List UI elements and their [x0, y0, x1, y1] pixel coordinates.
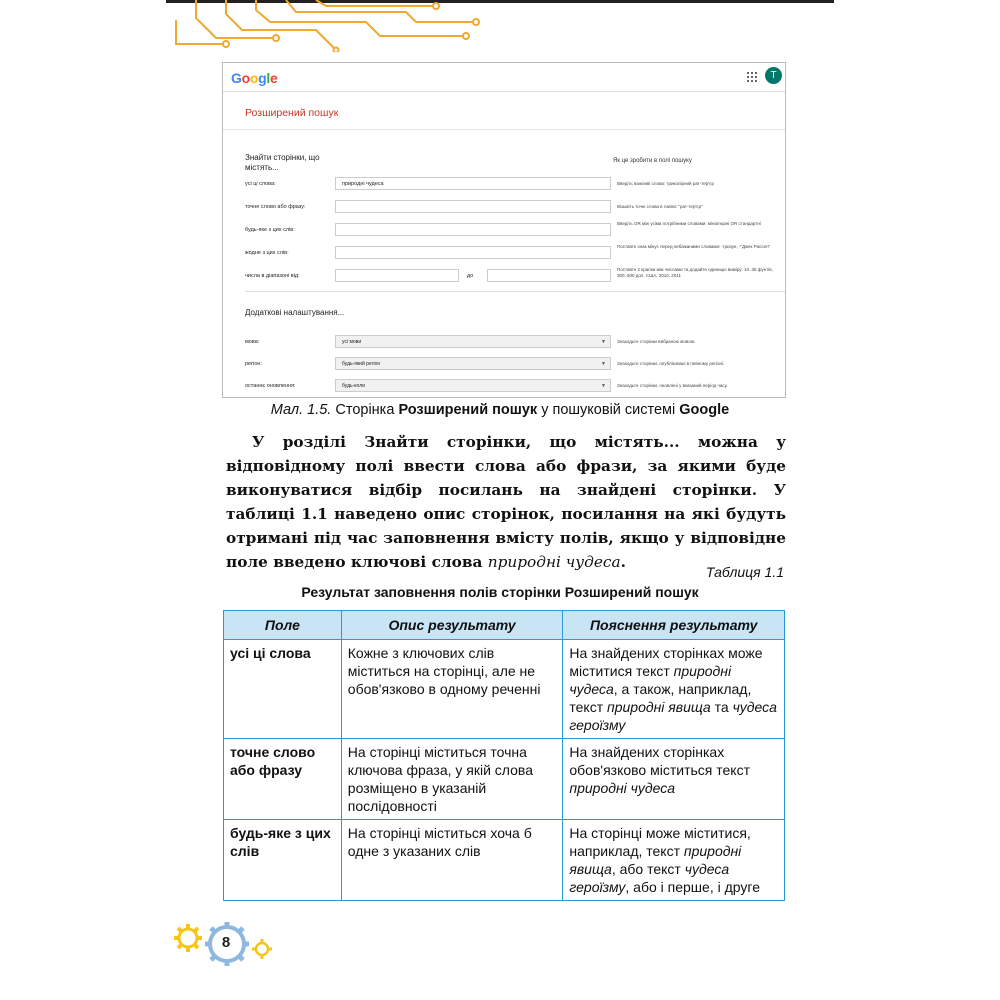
text: , або і перше, і друге [625, 879, 760, 895]
page-number: 8 [221, 934, 231, 951]
select-label-last-update: останнє оновлення: [245, 383, 296, 389]
hint-last-update: Знаходьте сторінки, оновлені у вказаний період часу. [617, 383, 728, 388]
apps-grid-icon[interactable] [747, 72, 757, 82]
text-italic: чудеса героїзму [569, 699, 777, 733]
text-italic: чудеса героїзму [569, 861, 730, 895]
paragraph-italic: природні чудеса [487, 553, 621, 571]
table-row [224, 739, 785, 820]
hint-all-words: Введіть важливі слова: триколірний рат-тер'єр [617, 181, 714, 186]
hint-region: Знаходьте сторінки, опубліковані в певному регіоні. [617, 361, 725, 366]
caption-bold: Google [679, 402, 730, 418]
text-italic: природні явища [569, 843, 742, 877]
hint-number-range: Поставте 2 крапки між числами та додайте одиницю виміру: 10..35 фунтів, 300..500 дол. США, 2010..2011 [617, 267, 773, 278]
input-range-from[interactable] [335, 269, 459, 282]
select-label-region: регіон: [245, 361, 262, 367]
field-label-number-range: числа в діапазоні від: [245, 273, 300, 279]
cell-description: На сторінці міститься точна ключова фраза, у якій слова розміщено в указаній послідовності [341, 739, 563, 820]
table-label: Таблиця 1.1 [705, 564, 784, 580]
avatar[interactable]: T [765, 67, 782, 84]
select-region-value: будь-який регіон [342, 361, 381, 367]
section-find-heading: Знайти сторінки, що містять... [245, 153, 320, 172]
howto-heading: Як це зробити в полі пошуку [613, 158, 692, 164]
cell-explanation [563, 739, 785, 820]
text-italic: природні явища [607, 699, 711, 715]
caption-bold: Розширений пошук [398, 402, 538, 418]
text: , або текст [611, 861, 685, 877]
field-label-exact-phrase: точне слово або фразу: [245, 204, 306, 210]
cell-explanation [563, 820, 785, 901]
hint-exact-phrase: Візьміть точні слова в лапки: "рат-тер'єр" [617, 204, 703, 209]
text: На знайдених сторінках може міститися текст [569, 645, 763, 679]
figure-caption [0, 402, 1000, 418]
circuit-decoration [166, 0, 486, 52]
paragraph-text: У розділі Знайти сторінки, що містять... можна у відповідному полі ввести слова або фрази, за якими буде виконуватися відбір посилань на знайдені сторінки. У таблиці 1.1 наведено опис сторінок, посилання на які будуть отримані під час заповнення вмісту полів, якщо у відповідне поле введено ключові слова [226, 433, 786, 571]
field-label-all-words: усі ці слова: [245, 181, 276, 187]
caption-text: у пошуковій системі [537, 402, 680, 418]
select-last-update[interactable] [335, 379, 611, 392]
body-paragraph [226, 430, 786, 574]
section-more-heading: Додаткові налаштування... [245, 308, 345, 317]
range-to-label: до [467, 273, 474, 279]
results-table [223, 610, 785, 901]
text: , а також, наприклад, текст [569, 681, 752, 715]
paragraph-text: . [620, 553, 626, 571]
field-label-any-words: будь-яке з цих слів: [245, 227, 295, 233]
dropdown-arrow-icon: ▼ [601, 361, 606, 367]
table-row [224, 820, 785, 901]
text: На знайдених сторінках обов'язково міститься текст [569, 744, 750, 778]
select-language-value: усі мови [342, 339, 362, 345]
table-title: Результат заповнення полів сторінки Розширений пошук [301, 584, 699, 600]
google-logo: Google [231, 70, 278, 86]
advanced-search-screenshot [222, 62, 786, 398]
input-none-words[interactable] [335, 246, 611, 259]
input-exact-phrase[interactable] [335, 200, 611, 213]
page-title: Розширений пошук [245, 107, 339, 119]
cell-description: Кожне з ключових слів міститься на сторінці, але не обов'язково в одному реченні [341, 640, 563, 739]
input-all-words[interactable]: природні чудеса [335, 177, 611, 190]
hint-any-words: Введіть OR між усіма потрібними словами: мініатюрні OR стандартні [617, 221, 761, 226]
cell-explanation [563, 640, 785, 739]
cell-field: будь-яке з цих слів [224, 820, 342, 901]
dropdown-arrow-icon: ▼ [601, 339, 606, 345]
header-explanation: Пояснення результату [563, 611, 785, 640]
text: На сторінці може міститися, наприклад, текст [569, 825, 751, 859]
hint-language: Знаходьте сторінки вибраною мовою. [617, 339, 696, 344]
header-description: Опис результату [341, 611, 563, 640]
header-divider [223, 91, 785, 92]
input-any-words[interactable] [335, 223, 611, 236]
dropdown-arrow-icon: ▼ [601, 383, 606, 389]
table-header-row [224, 611, 785, 640]
cell-field: точне слово або фразу [224, 739, 342, 820]
caption-text: Сторінка [331, 402, 399, 418]
title-divider [223, 129, 785, 130]
table-row [224, 640, 785, 739]
cell-field: усі ці слова [224, 640, 342, 739]
caption-number: Мал. 1.5. [270, 402, 332, 418]
text-italic: природні чудеса [569, 663, 732, 697]
text-italic: природні чудеса [569, 780, 676, 796]
select-region[interactable] [335, 357, 611, 370]
hint-none-words: Поставте знак мінус перед небажаними словами: -гризун, -"Джек Рассел" [617, 244, 771, 249]
select-last-update-value: будь-коли [342, 383, 365, 389]
header-field: Поле [224, 611, 342, 640]
select-label-language: мова: [245, 339, 260, 345]
input-range-to[interactable] [487, 269, 611, 282]
field-label-none-words: жодне з цих слів: [245, 250, 289, 256]
cell-description: На сторінці міститься хоча б одне з указаних слів [341, 820, 563, 901]
section-divider [245, 291, 785, 292]
text: та [710, 699, 733, 715]
select-language[interactable] [335, 335, 611, 348]
